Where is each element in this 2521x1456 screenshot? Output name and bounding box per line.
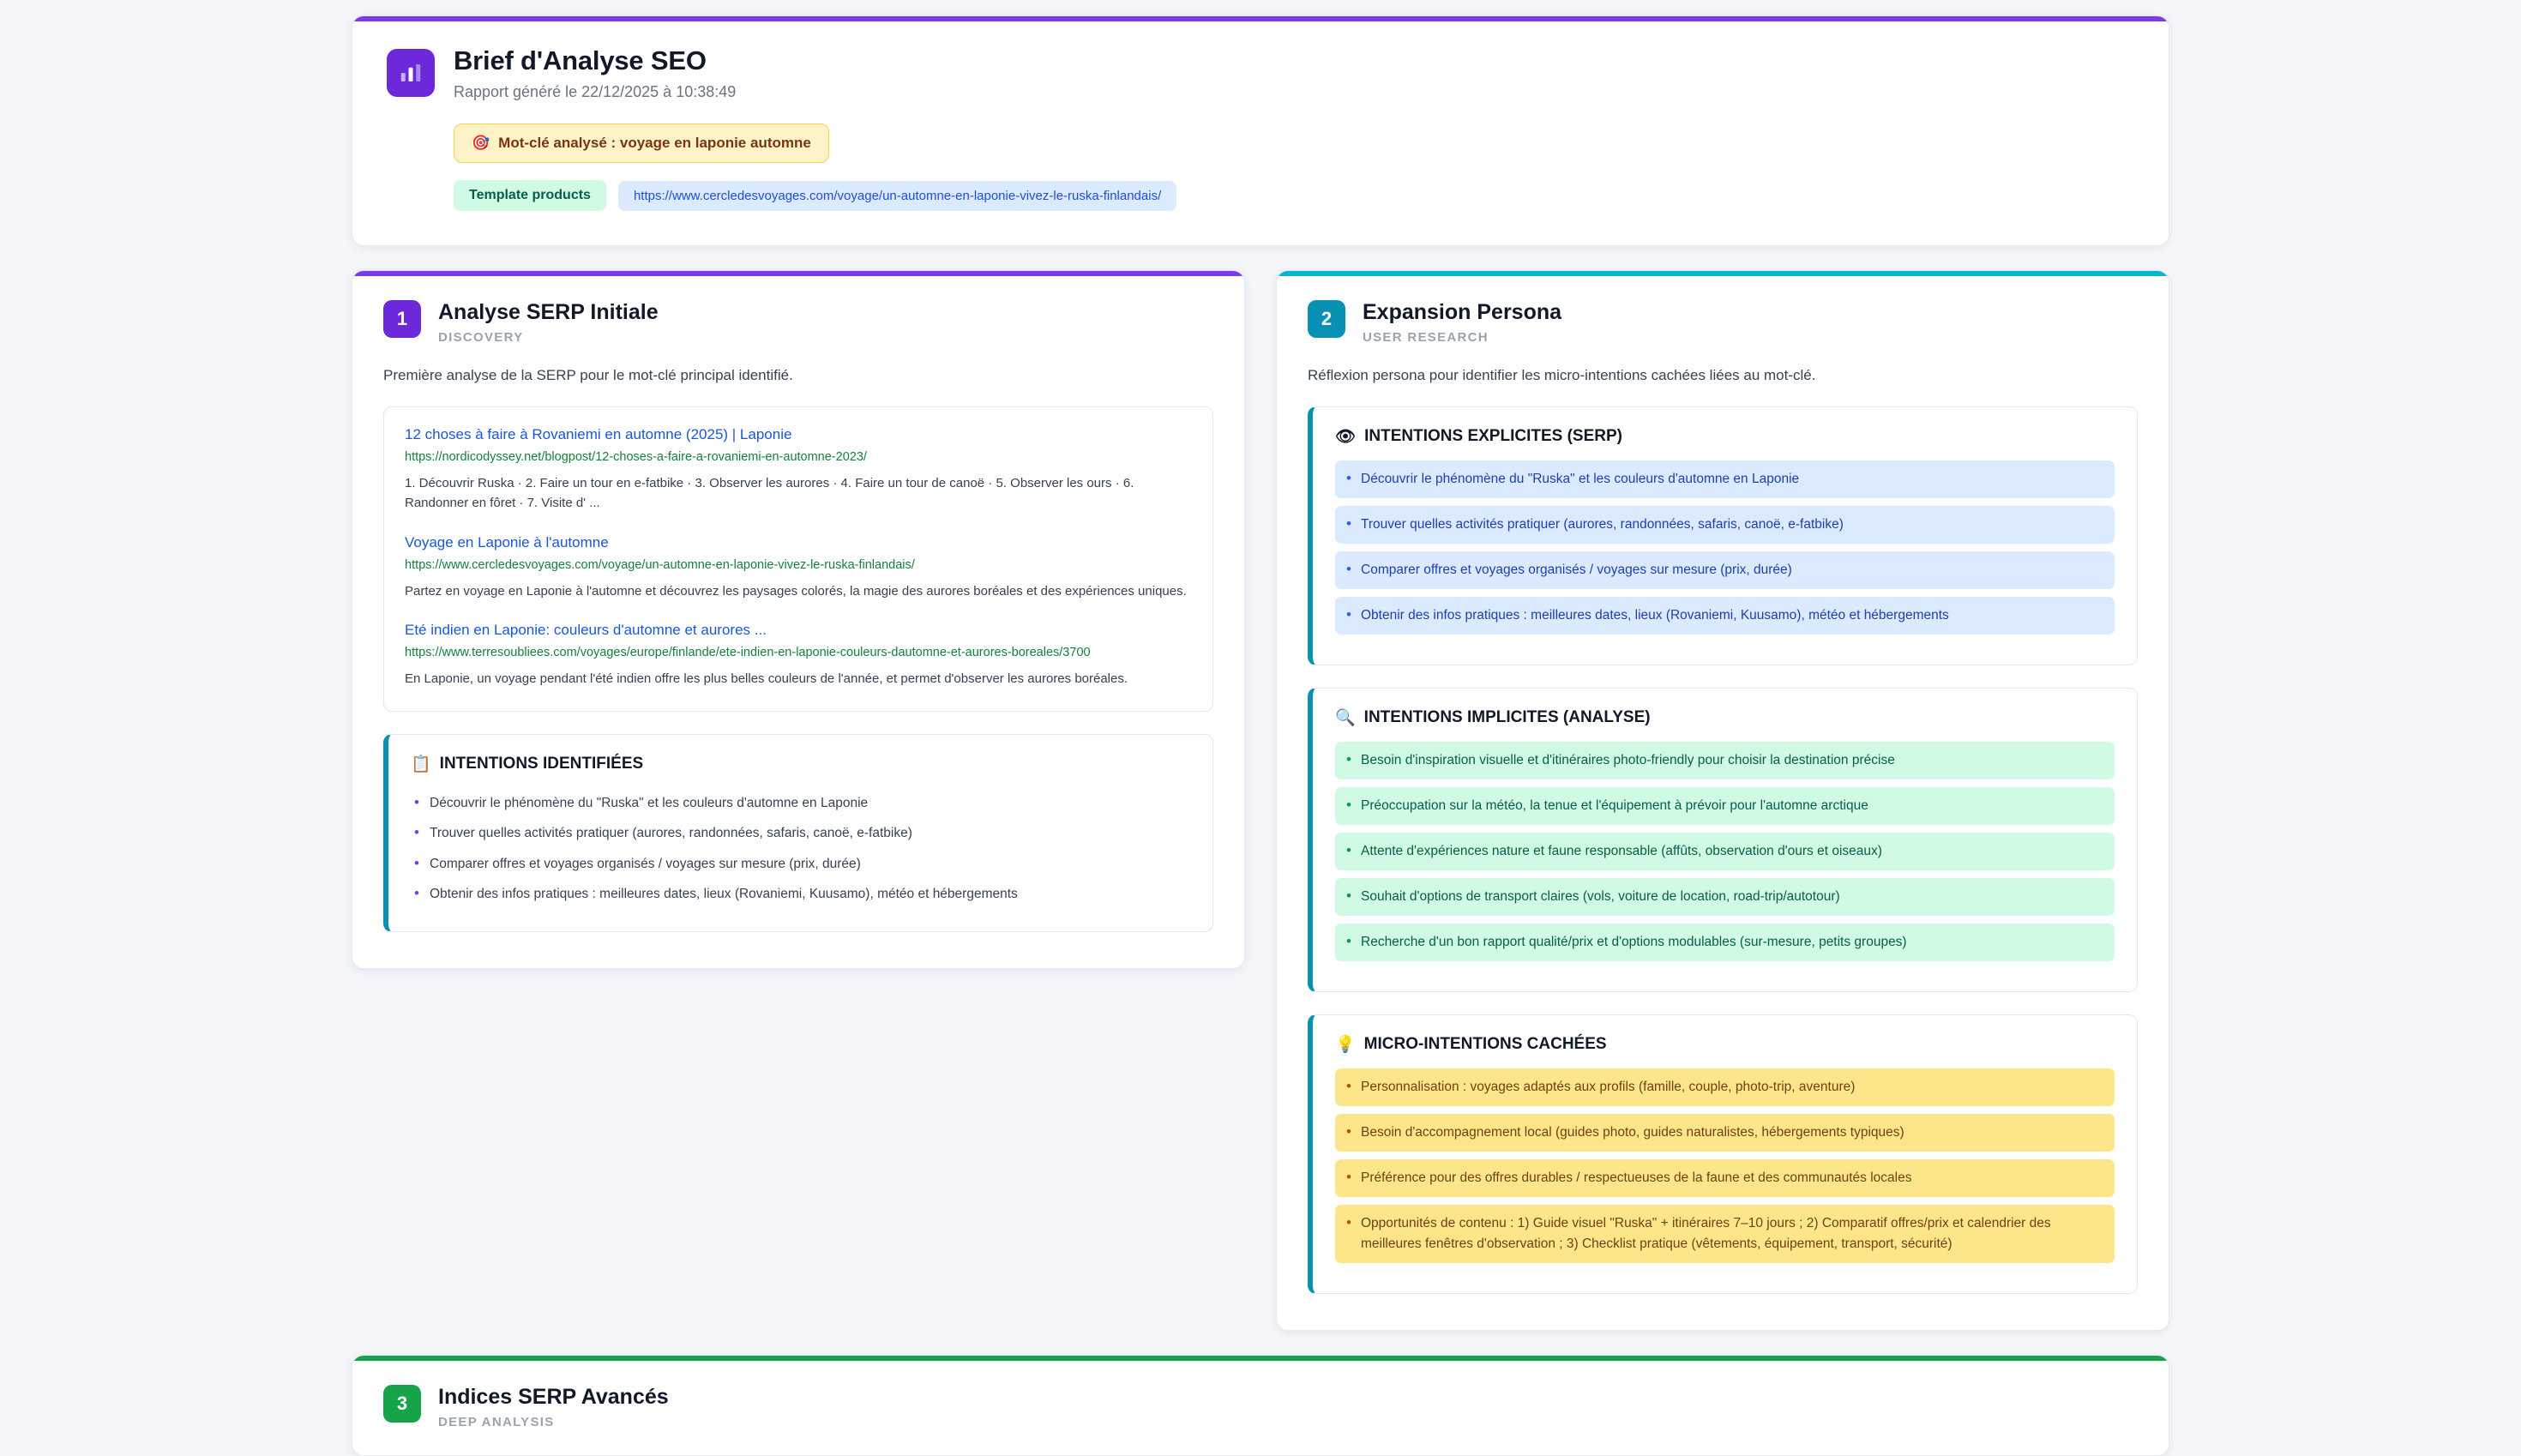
section-persona-expansion [1276,270,2169,1331]
implicit-intentions-list [1335,742,2115,961]
section3-title: Indices SERP Avancés [438,1385,669,1410]
header-meta-row [454,180,2134,211]
section2-header [1308,300,2138,345]
list-item: • Recherche d'un bon rapport qualité/prix et d'options modulables (sur-mesure, petits groupes) [1335,924,2115,961]
identified-intentions-list [411,788,1190,909]
serp-result-snippet: 1. Découvrir Ruska · 2. Faire un tour en e-fatbike · 3. Observer les aurores · 4. Faire un tour de canoë · 5. Observer les ours · 6. Randonner en fôret · 7. Visite d' ... [405,476,1134,511]
section-advanced-serp [352,1355,2169,1456]
serp-result-item [405,534,1192,601]
template-badge: Template products [454,180,606,211]
page-title: Brief d'Analyse SEO [454,45,707,75]
serp-result-item [405,426,1192,514]
list-item: • Découvrir le phénomène du "Ruska" et les couleurs d'automne en Laponie [411,788,1190,818]
serp-result-url[interactable]: https://www.cercledesvoyages.com/voyage/un-automne-en-laponie-vivez-le-ruska-finlandais/ [405,557,915,572]
list-item: • Obtenir des infos pratiques : meilleures dates, lieux (Rovaniemi, Kuusamo), météo et hébergements [1335,597,2115,635]
list-item: • Trouver quelles activités pratiquer (aurores, randonnées, safaris, canoë, e-fatbike) [1335,506,2115,544]
explicit-intentions-label: INTENTIONS EXPLICITES (SERP) [1364,427,1622,445]
section2-step-badge: 2 [1308,300,1345,338]
source-url-badge[interactable]: https://www.cercledesvoyages.com/voyage/un-automne-en-laponie-vivez-le-ruska-finlandais/ [618,181,1176,211]
list-item: • Opportunités de contenu : 1) Guide visuel "Ruska" + itinéraires 7–10 jours ; 2) Comparatif offres/prix et calendrier des meilleures fenêtres d'observation ; 3) Checklist pratique (vêtements, équipement, transport, sécurité) [1335,1205,2115,1263]
section3-step-badge: 3 [383,1385,421,1423]
serp-result-url[interactable]: https://nordicodyssey.net/blogpost/12-choses-a-faire-a-rovaniemi-en-automne-2023/ [405,450,867,464]
section3-header [383,1385,2138,1429]
list-item: • Préférence pour des offres durables / respectueuses de la faune et des communautés locales [1335,1159,2115,1197]
list-item: • Obtenir des infos pratiques : meilleures dates, lieux (Rovaniemi, Kuusamo), météo et hébergements [411,879,1190,909]
header-text-block [454,45,736,101]
serp-results-box [383,406,1213,712]
explicit-intentions-title [1335,426,2115,447]
section2-title: Expansion Persona [1363,300,1562,324]
section1-title: Analyse SERP Initiale [438,300,659,324]
list-item: • Souhait d'options de transport claires (vols, voiture de location, road-trip/autotour) [1335,878,2115,916]
sections-columns [352,270,2169,1331]
column-left [352,270,1245,1331]
section1-description: Première analyse de la SERP pour le mot-clé principal identifié. [383,367,793,383]
list-item: • Comparer offres et voyages organisés / voyages sur mesure (prix, durée) [1335,551,2115,589]
explicit-intentions-list [1335,460,2115,635]
implicit-intentions-title [1335,707,2115,728]
section2-titles [1363,300,1561,345]
header-top-row [387,45,2134,101]
serp-result-title[interactable]: Eté indien en Laponie: couleurs d'automne et aurores ... [405,621,767,638]
serp-result-url[interactable]: https://www.terresoubliees.com/voyages/europe/finlande/ete-indien-en-laponie-couleurs-dautomne-et-aurores-boreales/3700 [405,645,1091,659]
micro-intentions-list [1335,1068,2115,1263]
target-icon: 🎯 [472,135,490,151]
list-item: • Comparer offres et voyages organisés / voyages sur mesure (prix, durée) [411,849,1190,879]
section1-step-badge: 1 [383,300,421,338]
serp-result-snippet: Partez en voyage en Laponie à l'automne et découvrez les paysages colorés, la magie des aurores boréales et des expériences uniques. [405,583,1187,599]
bar-chart-icon [387,49,435,97]
report-timestamp: Rapport généré le 22/12/2025 à 10:38:49 [454,83,737,100]
section1-titles [438,300,659,345]
list-item: • Attente d'expériences nature et faune responsable (affûts, observation d'ours et oiseaux) [1335,833,2115,870]
micro-intentions-box [1308,1014,2138,1294]
list-item: • Préoccupation sur la météo, la tenue et l'équipement à prévoir pour l'automne arctique [1335,787,2115,825]
clipboard-icon: 📋 [411,755,431,774]
section-serp-analysis [352,270,1245,969]
serp-result-title[interactable]: 12 choses à faire à Rovaniemi en automne (2025) | Laponie [405,426,792,442]
section3-kicker: DEEP ANALYSIS [438,1415,555,1430]
lightbulb-icon: 💡 [1335,1036,1356,1055]
column-right [1276,270,2169,1331]
section3-titles [438,1385,669,1429]
list-item: • Découvrir le phénomène du "Ruska" et les couleurs d'automne en Laponie [1335,460,2115,498]
magnifier-icon: 🔍 [1335,709,1356,728]
list-item: • Besoin d'inspiration visuelle et d'itinéraires photo-friendly pour choisir la destination précise [1335,742,2115,779]
serp-result-snippet: En Laponie, un voyage pendant l'été indien offre les plus belles couleurs de l'année, et permet d'observer les aurores boréales. [405,671,1128,686]
list-item: • Personnalisation : voyages adaptés aux profils (famille, couple, photo-trip, aventure) [1335,1068,2115,1106]
list-item: • Trouver quelles activités pratiquer (aurores, randonnées, safaris, canoë, e-fatbike) [411,818,1190,848]
micro-intentions-label: MICRO-INTENTIONS CACHÉES [1363,1035,1607,1054]
section2-kicker: USER RESEARCH [1363,330,1489,345]
identified-intentions-title [411,754,1190,774]
implicit-intentions-label: INTENTIONS IMPLICITES (ANALYSE) [1363,708,1651,727]
serp-result-item [405,622,1192,689]
identified-intentions-box [383,734,1213,932]
serp-result-title[interactable]: Voyage en Laponie à l'automne [405,533,609,551]
eye-icon: 👁 [1335,428,1357,446]
micro-intentions-title [1335,1034,2115,1055]
report-header-card [352,15,2169,246]
section1-kicker: DISCOVERY [438,330,524,345]
explicit-intentions-box [1308,406,2138,665]
identified-intentions-label: INTENTIONS IDENTIFIÉES [439,755,644,773]
section1-header [383,300,1213,345]
section2-description: Réflexion persona pour identifier les micro-intentions cachées liées au mot-clé. [1308,367,1816,383]
keyword-badge-label: Mot-clé analysé : voyage en laponie automne [498,135,811,151]
implicit-intentions-box [1308,688,2138,992]
list-item: • Besoin d'accompagnement local (guides photo, guides naturalistes, hébergements typiques) [1335,1114,2115,1152]
keyword-badge [454,123,829,163]
